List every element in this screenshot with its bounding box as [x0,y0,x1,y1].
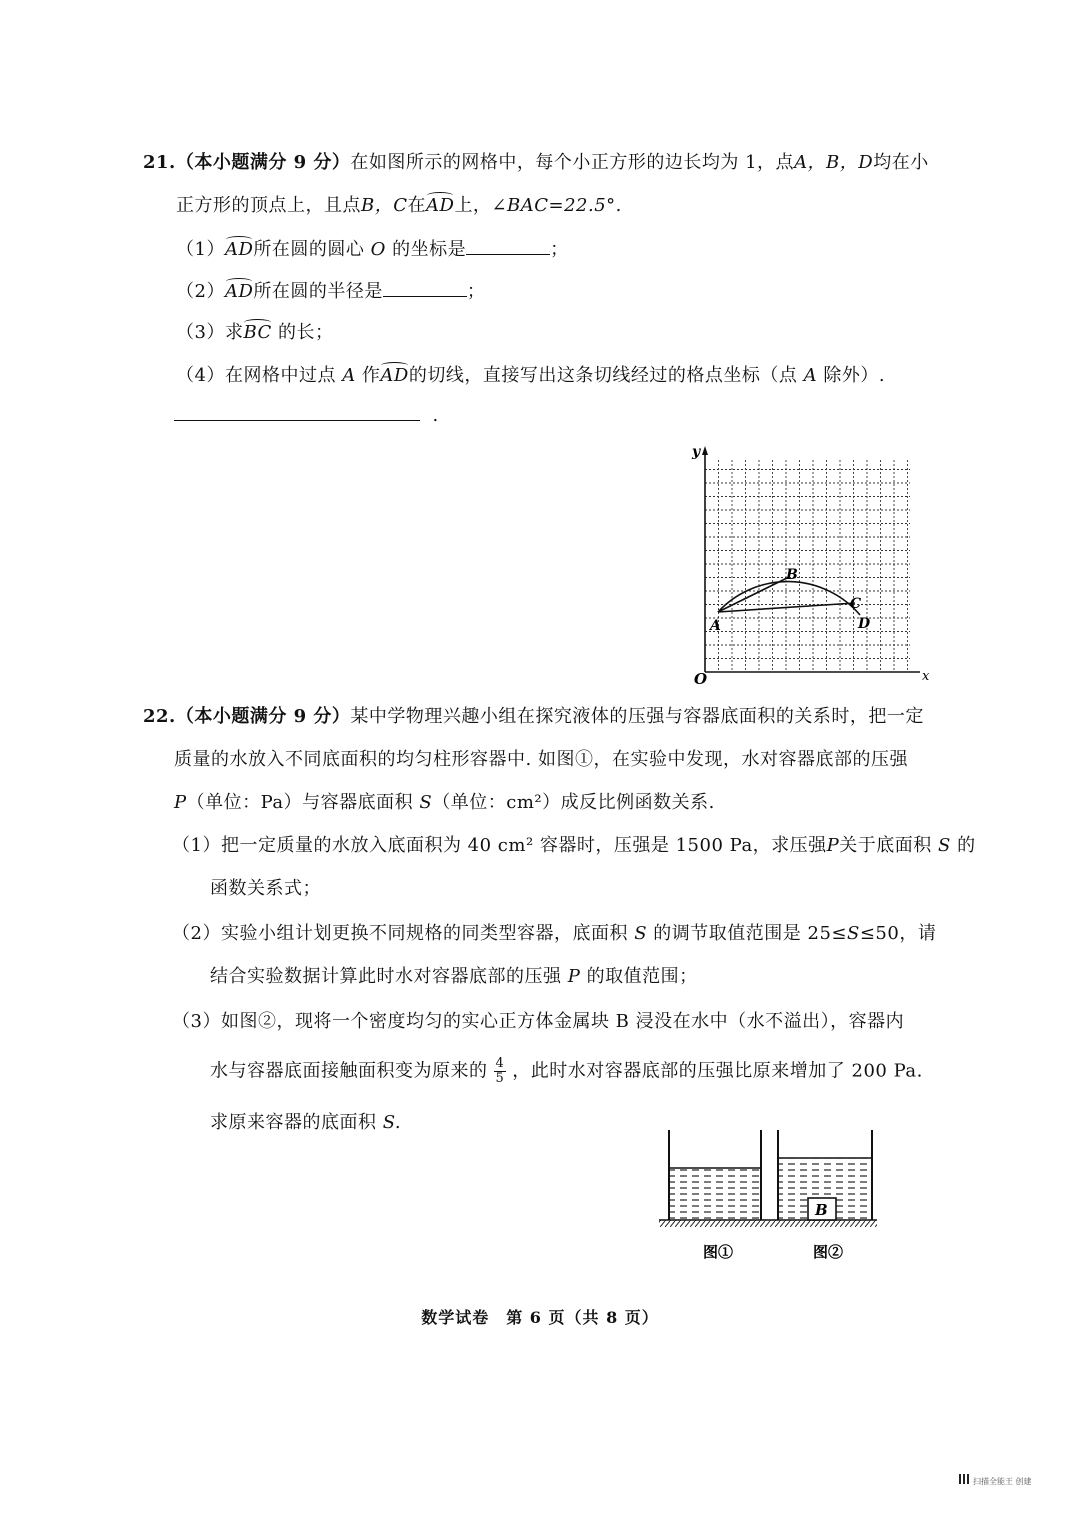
point-d-label: D [858,616,871,632]
arc-bc-symbol: BC [243,322,272,343]
q22-container-figure [655,1125,885,1265]
q21-part1: （1）AD所在圆的圆心 O 的坐标是 ； [176,239,569,260]
q21-score: （本小题满分 9 分） [175,152,351,173]
q22-line2: 质量的水放入不同底面积的均匀柱形容器中. 如图①，在实验中发现，水对容器底部的压强 [174,749,908,770]
q22-part1-cont: 函数关系式； [210,878,321,899]
q21-grid-figure [680,440,940,685]
answer-blank-1[interactable] [466,238,550,255]
q21-part4: （4）在网格中过点 A 作AD的切线，直接写出这条切线经过的格点坐标（点 A 除外）. [176,365,886,386]
answer-blank-4[interactable] [174,404,420,421]
q22-part2-cont: 结合实验数据计算此时水对容器底部的压强 P 的取值范围； [210,966,698,987]
segment-ab [718,577,789,612]
arc-ad-symbol: AD [426,195,455,216]
container1-water [670,1168,760,1220]
q21-part2: （2）AD所在圆的半径是 ； [176,281,486,302]
q22-score: （本小题满分 9 分） [175,706,351,727]
block-label: B [815,1201,828,1219]
q22-part1: （1）把一定质量的水放入底面积为 40 cm² 容器时，压强是 1500 Pa，求压强P关于底面积 S 的 [172,835,976,856]
answer-blank-2[interactable] [383,280,467,297]
point-a-label: A [710,618,721,634]
q21-number: 21. [143,152,176,173]
q22-part3-cont: 水与容器底面接触面积变为原来的 $\frac{4}{5}$ ，此时水对容器底部的压强比原来增加了 200 Pa. [210,1056,923,1086]
origin-label: O [694,670,708,685]
figure2-caption: 图② [813,1243,844,1261]
y-axis-arrow [702,446,708,455]
x-axis-label: x [922,669,930,684]
q22-number: 22. [143,706,176,727]
y-axis-label: y [692,444,701,460]
q21-answer-line: . [174,404,439,427]
point-b-label: B [786,567,798,583]
q21-line2: 正方形的顶点上，且点B，C在AD上，∠BAC=22.5°. [176,195,622,216]
q22-line1: 22.（本小题满分 9 分）某中学物理兴趣小组在探究液体的压强与容器底面积的关系时，把一定 [143,706,924,727]
page-footer: 数学试卷 第 6 页（共 8 页） [421,1308,659,1327]
q22-part2: （2）实验小组计划更换不同规格的同类型容器，底面积 S 的调节取值范围是 25≤S≤50，请 [172,923,937,944]
scanner-watermark: 扫描全能王 创建 [973,1477,1032,1486]
ground-hatch [659,1220,877,1227]
q22-part3: （3）如图②，现将一个密度均匀的实心正方体金属块 B 浸没在水中（水不溢出），容器内 [172,1011,905,1032]
q21-line1: 21.（本小题满分 9 分）在如图所示的网格中，每个小正方形的边长均为 1，点A，B，D均在小 [143,152,929,173]
grid-lines [705,460,910,672]
q21-part3: （3）求BC 的长； [176,322,334,343]
qr-icon [959,1474,969,1484]
figure1-caption: 图① [703,1243,734,1261]
fraction-four-fifths: $\frac{4}{5}$ [495,1056,505,1086]
q22-line3: P（单位：Pa）与容器底面积 S（单位：cm²）成反比例函数关系. [174,792,715,813]
point-c-label: C [850,596,862,612]
q22-part3-end: 求原来容器的底面积 S. [210,1112,402,1133]
